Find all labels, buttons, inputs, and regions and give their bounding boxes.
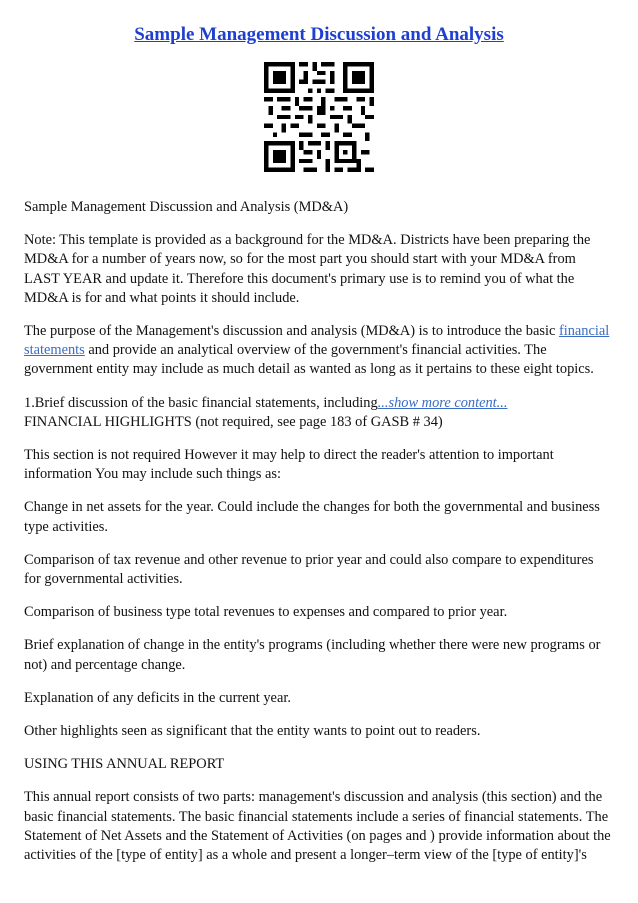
change-net-assets-paragraph: Change in net assets for the year. Could include the changes for both the governmental and business type activities. [24, 499, 600, 535]
section-note-paragraph: This section is not required However it may help to direct the reader's attention to important information You may include such things as: [24, 447, 554, 483]
using-report-heading: USING THIS ANNUAL REPORT [24, 756, 225, 773]
annual-report-paragraph: This annual report consists of two parts: management's discussion and analysis (this section) and the basic financial statements. The basic financial statements include a series of financial statements. The Statement of Net Assets and the Statement of Activities (on pages and ) provide information about the activities of the [type of entity] as a whole and present a longer–term view of the [type of entity]'s [24, 789, 611, 864]
document-title[interactable]: Sample Management Discussion and Analysis [134, 24, 504, 45]
purpose-text-before: The purpose of the Management's discussion and analysis (MD&A) is to introduce the basic [24, 323, 559, 340]
other-highlights-paragraph: Other highlights seen as significant that the entity wants to point out to readers. [24, 723, 481, 740]
brief-discussion-text: 1.Brief discussion of the basic financial statements, including [24, 394, 378, 411]
document-body [24, 198, 612, 879]
note-paragraph: Note: This template is provided as a background for the MD&A. Districts have been preparing the MD&A for a number of years now, so for the most part you should start with your MD&A from LAST YEAR and update it. Therefore this document's primary use is to remind you of what the MD&A is for and what points it should include. [24, 232, 591, 306]
brief-explanation-paragraph: Brief explanation of change in the entity's programs (including whether there were new programs or not) and percentage change. [24, 637, 601, 673]
brief-discussion-paragraph [24, 394, 612, 432]
qr-code-icon [264, 62, 374, 172]
purpose-text-after: and provide an analytical overview of the government's financial activities. The government entity may include as much detail as wanted as long as it pertains to these eight topics. [24, 342, 594, 378]
comparison-tax-paragraph: Comparison of tax revenue and other revenue to prior year and could also compare to expenditures for governmental activities. [24, 551, 594, 588]
purpose-paragraph [24, 322, 612, 380]
financial-statements-link[interactable]: financial statements [24, 323, 610, 359]
explanation-deficits-paragraph: Explanation of any deficits in the current year. [24, 689, 291, 706]
financial-highlights-heading: FINANCIAL HIGHLIGHTS (not required, see page 183 of GASB # 34) [24, 413, 443, 430]
comparison-business-paragraph: Comparison of business type total revenues to expenses and compared to prior year. [24, 604, 508, 621]
show-more-link[interactable]: ...show more content... [377, 394, 508, 411]
subtitle-paragraph: Sample Management Discussion and Analysis (MD&A) [24, 199, 349, 215]
